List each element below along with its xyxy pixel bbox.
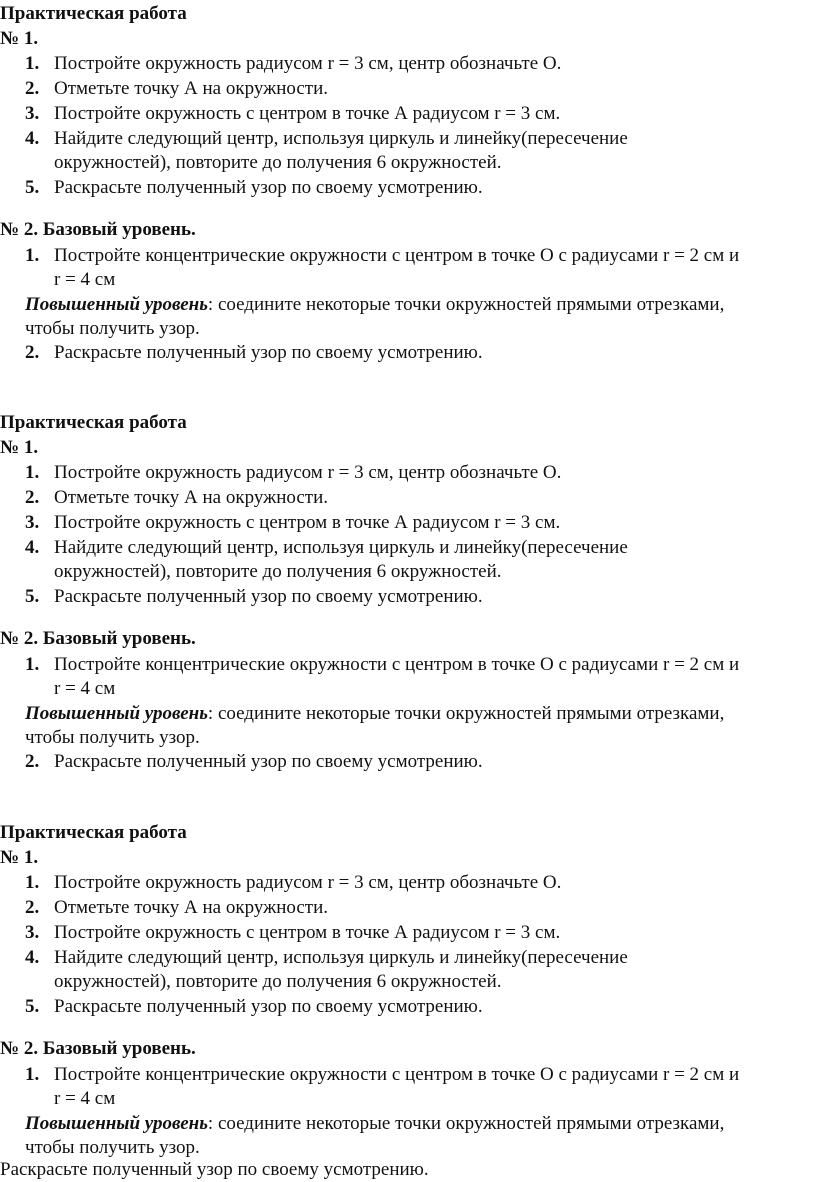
item-number: 1. bbox=[25, 245, 40, 266]
advanced-level-text: : соедините некоторые точки окружностей прямыми отрезками, bbox=[207, 1113, 725, 1134]
item-number: 5. bbox=[25, 177, 40, 198]
item-text: Постройте окружность радиусом r = 3 см, центр обозначьте О. bbox=[54, 53, 562, 74]
item-text: Постройте концентрические окружности с центром в точке О с радиусами r = 2 см и bbox=[54, 245, 740, 266]
item-text: Постройте окружность с центром в точке А радиусом r = 3 см. bbox=[54, 922, 561, 943]
item-text: Найдите следующий центр, используя циркуль и линейку(пересечение bbox=[54, 128, 628, 149]
item-text: Постройте концентрические окружности с центром в точке О с радиусами r = 2 см и bbox=[54, 654, 740, 675]
item-text: Найдите следующий центр, используя циркуль и линейку(пересечение bbox=[54, 947, 628, 968]
item-text: Раскрасьте полученный узор по своему усмотрению. bbox=[54, 996, 483, 1017]
item-text: Постройте окружность радиусом r = 3 см, центр обозначьте О. bbox=[54, 462, 562, 483]
advanced-level-line bbox=[25, 702, 724, 726]
item-text: Постройте концентрические окружности с центром в точке О с радиусами r = 2 см и bbox=[54, 1064, 740, 1085]
task-2-heading: № 2. Базовый уровень. bbox=[0, 219, 196, 240]
advanced-level-continuation: чтобы получить узор. bbox=[25, 727, 200, 748]
item-number: 2. bbox=[25, 342, 40, 363]
advanced-level-label: Повышенный уровень bbox=[25, 1113, 208, 1134]
item-text: Раскрасьте полученный узор по своему усмотрению. bbox=[54, 342, 483, 363]
item-text: Раскрасьте полученный узор по своему усмотрению. bbox=[54, 751, 483, 772]
item-text-continuation: r = 4 см bbox=[54, 678, 116, 699]
item-number: 5. bbox=[25, 586, 40, 607]
item-text: Раскрасьте полученный узор по своему усмотрению. bbox=[54, 177, 483, 198]
item-number: 1. bbox=[25, 53, 40, 74]
item-text: Раскрасьте полученный узор по своему усмотрению. bbox=[54, 586, 483, 607]
advanced-level-label: Повышенный уровень bbox=[25, 703, 208, 724]
item-text: Отметьте точку А на окружности. bbox=[54, 897, 329, 918]
final-instruction: Раскрасьте полученный узор по своему усмотрению. bbox=[0, 1159, 429, 1180]
item-text: Отметьте точку А на окружности. bbox=[54, 78, 329, 99]
item-text-continuation: r = 4 см bbox=[54, 269, 116, 290]
block-title: Практическая работа bbox=[0, 822, 187, 843]
advanced-level-label: Повышенный уровень bbox=[25, 294, 208, 315]
block-title: Практическая работа bbox=[0, 3, 187, 24]
item-number: 3. bbox=[25, 512, 40, 533]
item-text: Отметьте точку А на окружности. bbox=[54, 487, 329, 508]
advanced-level-continuation: чтобы получить узор. bbox=[25, 318, 200, 339]
advanced-level-continuation: чтобы получить узор. bbox=[25, 1137, 200, 1158]
item-text-continuation: окружностей), повторите до получения 6 окружностей. bbox=[54, 152, 502, 173]
item-number: 1. bbox=[25, 462, 40, 483]
item-number: 2. bbox=[25, 78, 40, 99]
task-1-heading: № 1. bbox=[0, 847, 39, 868]
item-text: Постройте окружность с центром в точке А радиусом r = 3 см. bbox=[54, 103, 561, 124]
item-text: Найдите следующий центр, используя циркуль и линейку(пересечение bbox=[54, 537, 628, 558]
advanced-level-line bbox=[25, 293, 724, 317]
advanced-level-line bbox=[25, 1112, 724, 1136]
item-number: 1. bbox=[25, 872, 40, 893]
item-text: Постройте окружность с центром в точке А радиусом r = 3 см. bbox=[54, 512, 561, 533]
item-number: 2. bbox=[25, 897, 40, 918]
item-number: 1. bbox=[25, 1064, 40, 1085]
item-text-continuation: r = 4 см bbox=[54, 1088, 116, 1109]
item-number: 4. bbox=[25, 947, 40, 968]
block-title: Практическая работа bbox=[0, 412, 187, 433]
item-number: 1. bbox=[25, 654, 40, 675]
item-number: 4. bbox=[25, 537, 40, 558]
item-text-continuation: окружностей), повторите до получения 6 окружностей. bbox=[54, 561, 502, 582]
advanced-level-text: : соедините некоторые точки окружностей прямыми отрезками, bbox=[207, 294, 725, 315]
item-text: Постройте окружность радиусом r = 3 см, центр обозначьте О. bbox=[54, 872, 562, 893]
task-1-heading: № 1. bbox=[0, 437, 39, 458]
advanced-level-text: : соедините некоторые точки окружностей прямыми отрезками, bbox=[207, 703, 725, 724]
task-2-heading: № 2. Базовый уровень. bbox=[0, 628, 196, 649]
item-text-continuation: окружностей), повторите до получения 6 окружностей. bbox=[54, 971, 502, 992]
item-number: 3. bbox=[25, 103, 40, 124]
task-2-heading: № 2. Базовый уровень. bbox=[0, 1038, 196, 1059]
item-number: 5. bbox=[25, 996, 40, 1017]
item-number: 2. bbox=[25, 487, 40, 508]
task-1-heading: № 1. bbox=[0, 28, 39, 49]
item-number: 4. bbox=[25, 128, 40, 149]
item-number: 2. bbox=[25, 751, 40, 772]
item-number: 3. bbox=[25, 922, 40, 943]
